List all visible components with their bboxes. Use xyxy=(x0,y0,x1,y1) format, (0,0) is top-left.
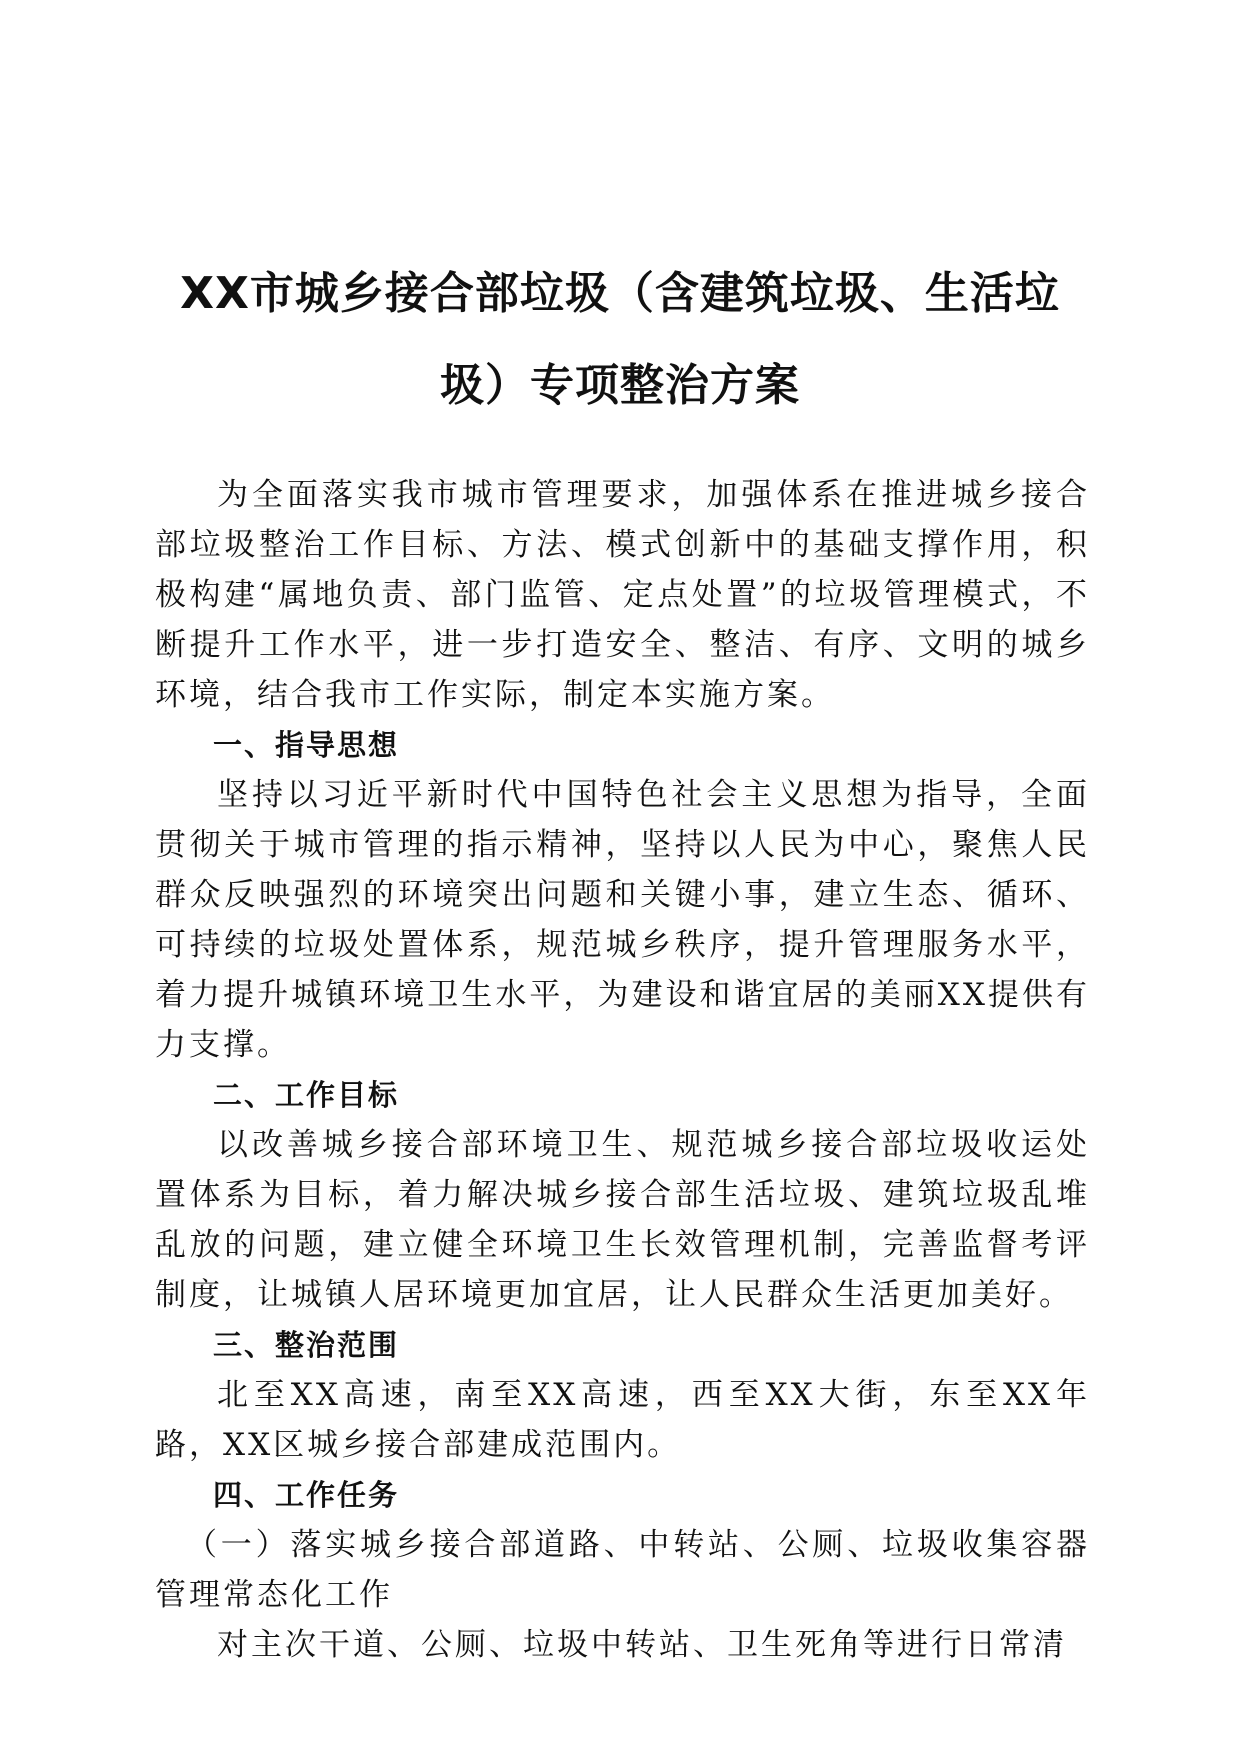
document-title xyxy=(150,248,1090,432)
subsection-heading-tasks-1: （一）落实城乡接合部道路、中转站、公厕、垃圾收集容器管理常态化工作 xyxy=(155,1527,1090,1613)
section-text-work-goals: 以改善城乡接合部环境卫生、规范城乡接合部垃圾收运处置体系为目标，着力解决城乡接合部生活垃圾、建筑垃圾乱堆乱放的问题，建立健全环境卫生长效管理机制，完善监督考评制度，让城镇人居环境更加宜居，让人民群众生活更加美好。 xyxy=(155,1127,1090,1313)
section-text-scope: 北至XX高速，南至XX高速，西至XX大街，东至XX年路，XX区城乡接合部建成范围内。 xyxy=(155,1377,1090,1463)
title-line-2: 圾）专项整治方案 xyxy=(440,360,800,411)
section-heading-tasks: 四、工作任务 xyxy=(213,1478,400,1512)
section-heading-guiding-ideology: 一、指导思想 xyxy=(213,728,400,762)
section-text-tasks: 对主次干道、公厕、垃圾中转站、卫生死角等进行日常清 xyxy=(217,1627,1067,1663)
section-heading-work-goals: 二、工作目标 xyxy=(213,1078,400,1112)
section-text-guiding-ideology: 坚持以习近平新时代中国特色社会主义思想为指导，全面贯彻关于城市管理的指示精神，坚持以人民为中心，聚焦人民群众反映强烈的环境突出问题和关键小事，建立生态、循环、可持续的垃圾处置体系，规范城乡秩序，提升管理服务水平，着力提升城镇环境卫生水平，为建设和谐宜居的美丽XX提供有力支撑。 xyxy=(155,777,1090,1063)
intro-paragraph: 为全面落实我市城市管理要求，加强体系在推进城乡接合部垃圾整治工作目标、方法、模式创新中的基础支撑作用，积极构建“属地负责、部门监管、定点处置”的垃圾管理模式，不断提升工作水平，进一步打造安全、整洁、有序、文明的城乡环境，结合我市工作实际，制定本实施方案。 xyxy=(155,477,1090,713)
section-heading-scope: 三、整治范围 xyxy=(213,1328,400,1362)
document-body xyxy=(155,470,1090,1670)
title-line-1: XX市城乡接合部垃圾（含建筑垃圾、生活垃 xyxy=(180,268,1060,319)
